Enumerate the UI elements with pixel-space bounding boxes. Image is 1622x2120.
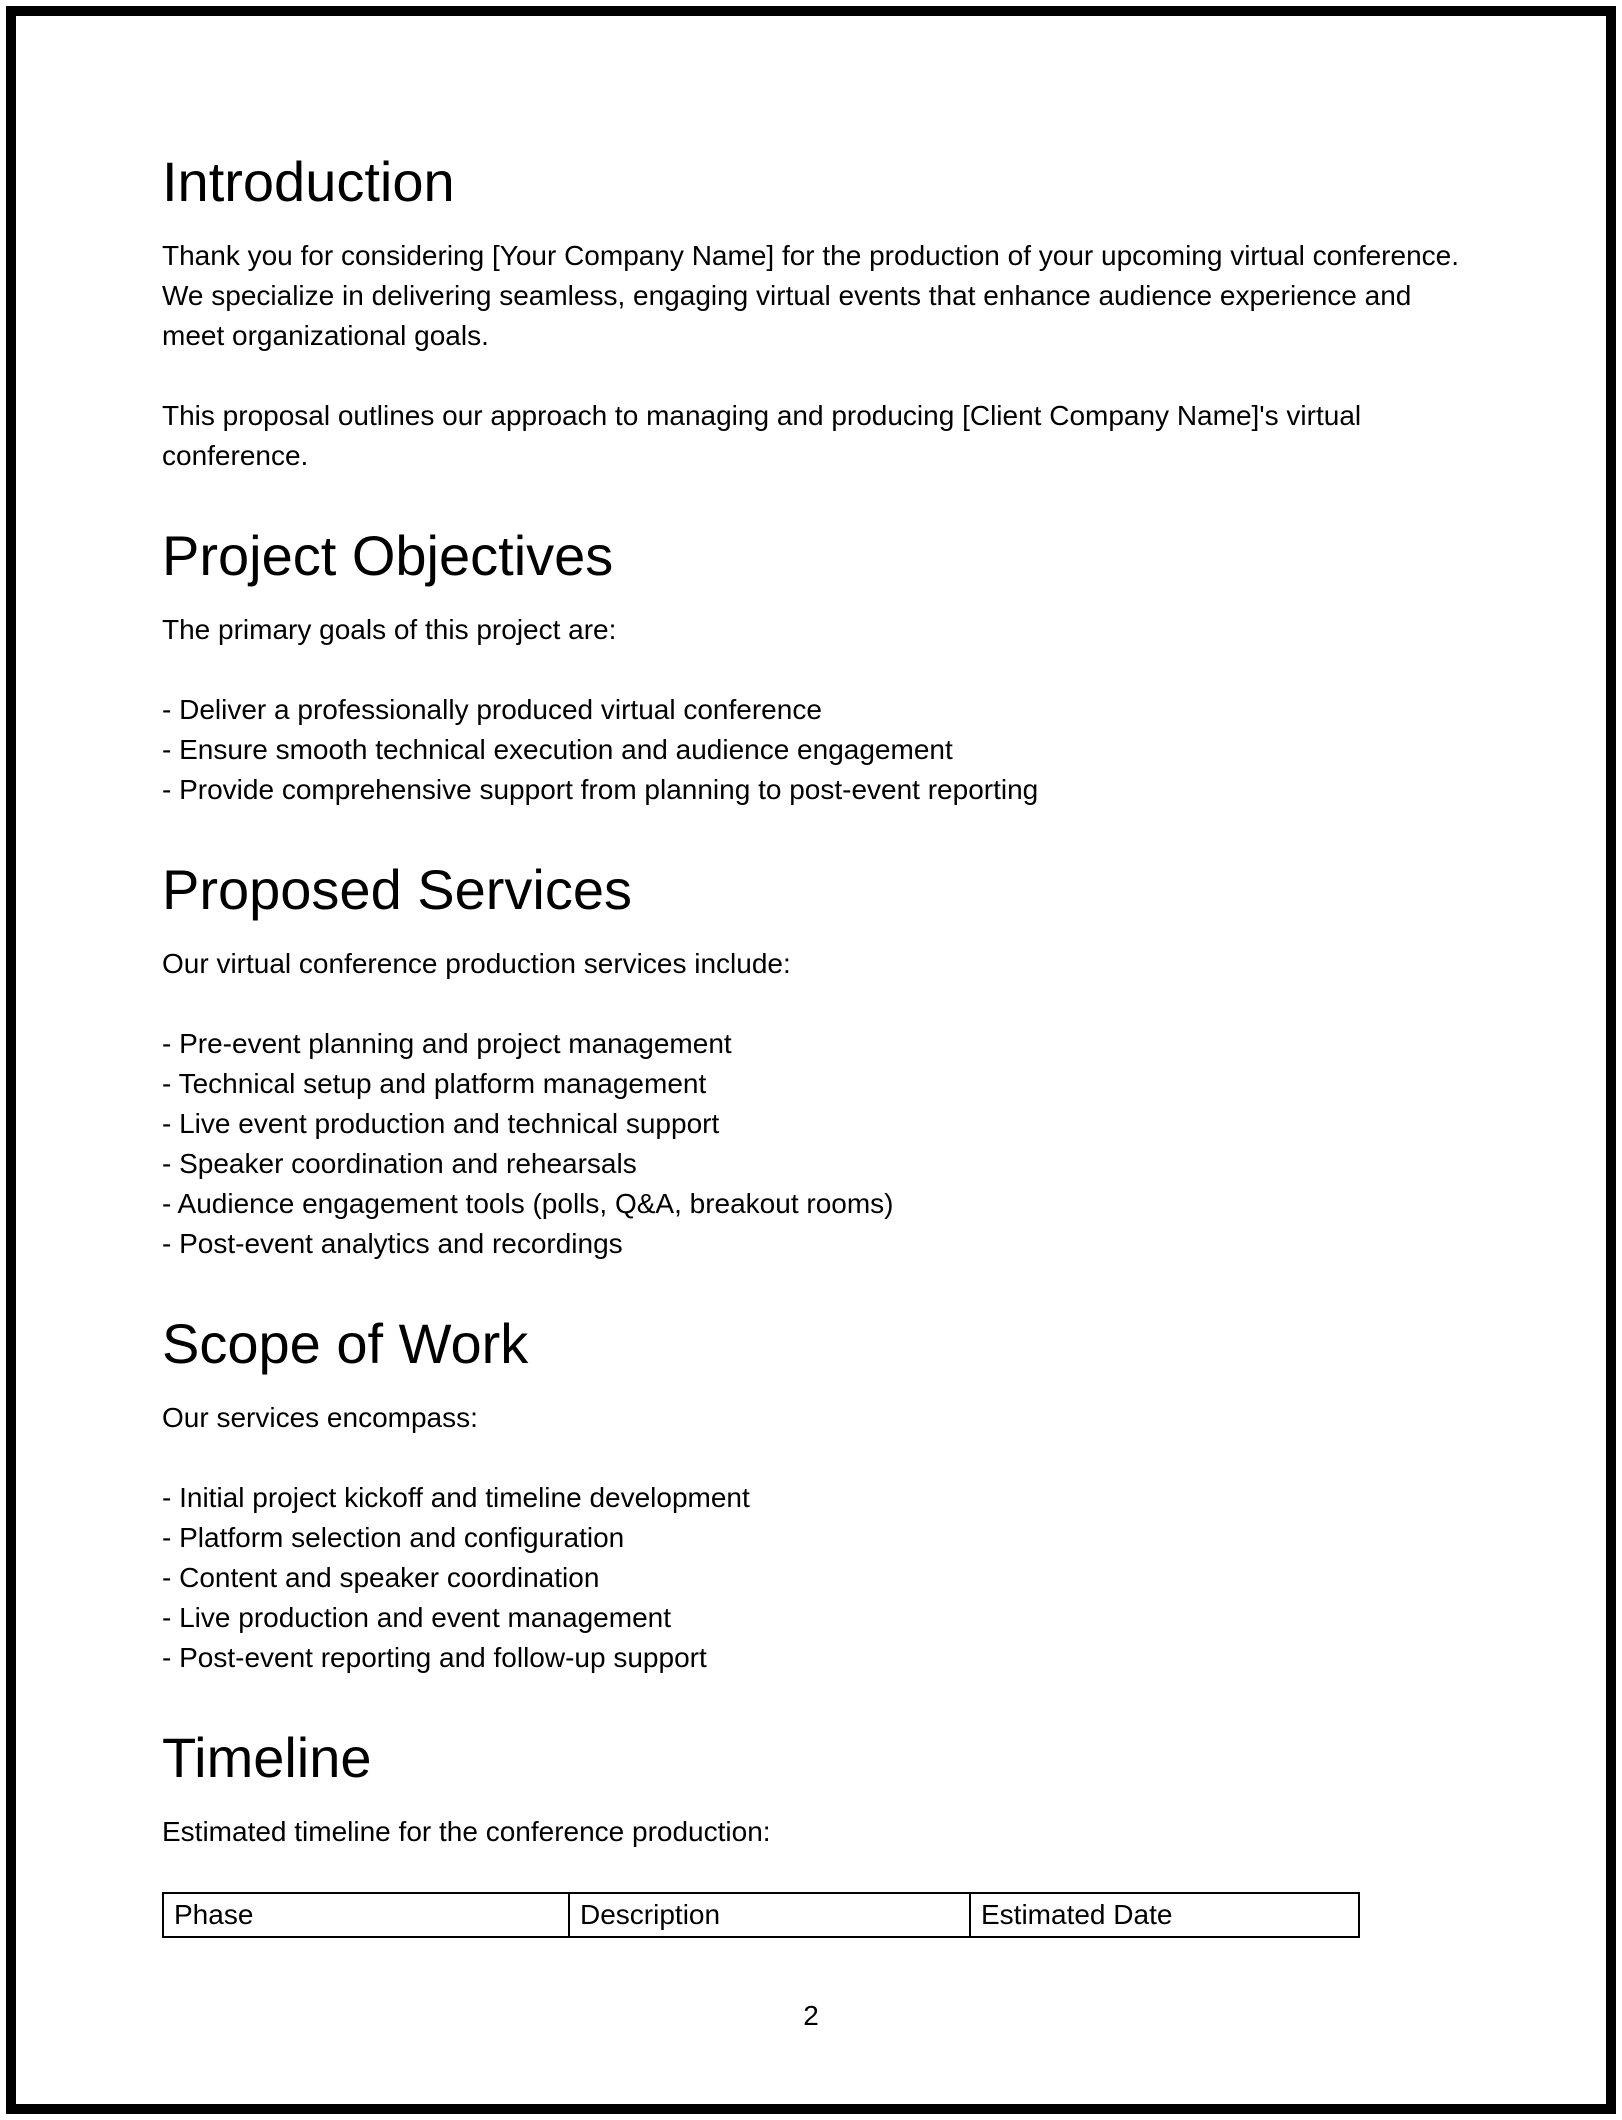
timeline-table	[162, 1892, 1360, 1938]
page-number: 2	[803, 2000, 819, 2031]
section-heading-proposed-services: Proposed Services	[162, 858, 633, 921]
services-lead: Our virtual conference production services include:	[162, 948, 791, 979]
introduction-paragraph-2: This proposal outlines our approach to managing and producing [Client Company Name]'s virtual conference.	[162, 400, 1362, 471]
services-list	[162, 1024, 1460, 1264]
timeline-table-header-row	[163, 1893, 1359, 1937]
page-content	[162, 150, 1460, 1938]
scope-list	[162, 1478, 1460, 1678]
timeline-lead: Estimated timeline for the conference production:	[162, 1816, 771, 1847]
list-item: - Technical setup and platform management	[162, 1068, 707, 1099]
scope-lead: Our services encompass:	[162, 1402, 478, 1433]
section-heading-scope-of-work: Scope of Work	[162, 1312, 529, 1375]
list-item: - Post-event analytics and recordings	[162, 1228, 623, 1259]
list-item: - Live event production and technical support	[162, 1108, 720, 1139]
list-item: - Platform selection and configuration	[162, 1522, 625, 1553]
list-item: - Pre-event planning and project management	[162, 1028, 732, 1059]
list-item: - Deliver a professionally produced virtual conference	[162, 694, 822, 725]
list-item: - Post-event reporting and follow-up support	[162, 1642, 707, 1673]
objectives-lead: The primary goals of this project are:	[162, 614, 617, 645]
list-item: - Live production and event management	[162, 1602, 671, 1633]
section-heading-timeline: Timeline	[162, 1726, 372, 1789]
introduction-paragraph-1: Thank you for considering [Your Company Name] for the production of your upcoming virtual conference. We specialize in delivering seamless, engaging virtual events that enhance audience experience and meet organizational goals.	[162, 240, 1459, 351]
objectives-list	[162, 690, 1460, 810]
list-item: - Speaker coordination and rehearsals	[162, 1148, 637, 1179]
section-heading-introduction: Introduction	[162, 150, 455, 213]
list-item: - Audience engagement tools (polls, Q&A, breakout rooms)	[162, 1188, 894, 1219]
list-item: - Provide comprehensive support from planning to post-event reporting	[162, 774, 1039, 805]
list-item: - Ensure smooth technical execution and audience engagement	[162, 734, 953, 765]
table-header-estimated-date: Estimated Date	[970, 1893, 1359, 1937]
section-heading-project-objectives: Project Objectives	[162, 524, 614, 587]
list-item: - Content and speaker coordination	[162, 1562, 600, 1593]
table-header-phase: Phase	[163, 1893, 569, 1937]
list-item: - Initial project kickoff and timeline development	[162, 1482, 750, 1513]
table-header-description: Description	[569, 1893, 970, 1937]
